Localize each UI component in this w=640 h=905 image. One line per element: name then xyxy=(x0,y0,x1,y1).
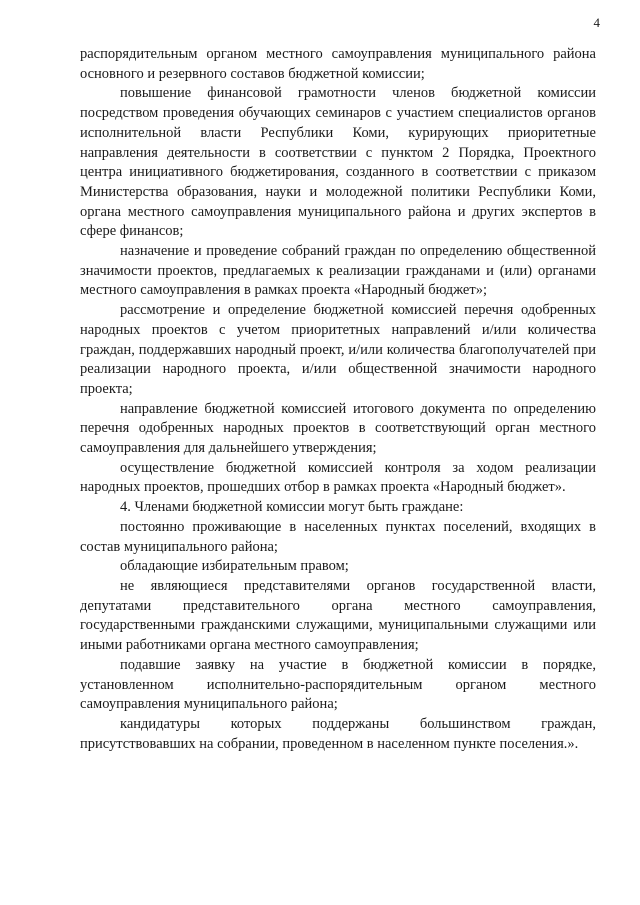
page-number: 4 xyxy=(593,15,600,30)
paragraph: подавшие заявку на участие в бюджетной комиссии в порядке, установленном исполнительно-распорядительным органом местного самоуправления муниципального района; xyxy=(80,656,596,713)
paragraph: повышение финансовой грамотности членов бюджетной комиссии посредством проведения обучающих семинаров с участием специалистов органов исполнительной власти Республики Коми, курирующих приоритетные направления деятельности в соответствии с пунктом 2 Порядка, Проектного центра инициативного бюджетирования, созданного в соответствии с приказом Министерства образования, науки и молодежной политики Республики Коми, органа местного самоуправления муниципального района и других экспертов в сфере финансов; xyxy=(80,85,596,240)
document-body xyxy=(80,45,596,754)
paragraph: 4. Членами бюджетной комиссии могут быть граждане: xyxy=(120,499,464,516)
paragraph: постоянно проживающие в населенных пунктах поселений, входящих в состав муниципального района; xyxy=(80,518,596,555)
paragraph: направление бюджетной комиссией итогового документа по определению перечня одобренных народных проектов в соответствующий орган местного самоуправления для дальнейшего утверждения; xyxy=(80,400,596,457)
paragraph: назначение и проведение собраний граждан по определению общественной значимости проектов, предлагаемых к реализации гражданами и (или) органами местного самоуправления в рамках проекта «Народный бюджет»; xyxy=(80,243,596,299)
paragraph: осуществление бюджетной комиссией контроля за ходом реализации народных проектов, прошедших отбор в рамках проекта «Народный бюджет». xyxy=(80,459,596,496)
paragraph: рассмотрение и определение бюджетной комиссией перечня одобренных народных проектов с учетом приоритетных направлений и/или количества граждан, поддержавших народный проект, и/или количества благополучателей при реализации народного проекта, и/или общественной значимости народного проекта; xyxy=(80,302,596,397)
paragraph: обладающие избирательным правом; xyxy=(120,558,349,575)
paragraph: кандидатуры которых поддержаны большинством граждан, присутствовавших на собрании, проведенном в населенном пункте поселения.». xyxy=(80,715,596,752)
paragraph: не являющиеся представителями органов государственной власти, депутатами представительного органа местного самоуправления, государственными гражданскими служащими, муниципальными служащими или иными работниками органа местного самоуправления; xyxy=(80,577,596,654)
paragraph: распорядительным органом местного самоуправления муниципального района основного и резервного составов бюджетной комиссии; xyxy=(80,46,596,82)
